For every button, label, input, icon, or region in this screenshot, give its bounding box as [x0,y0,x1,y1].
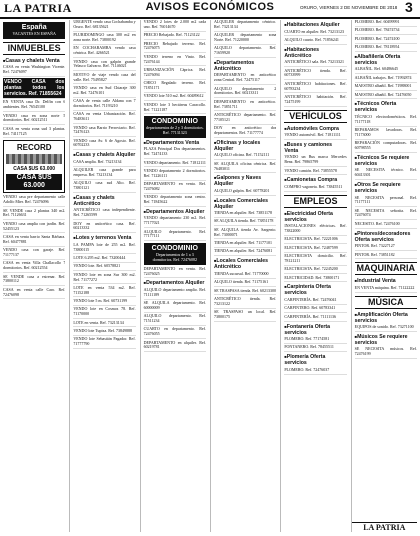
category-heading: ■ Departamentos Alquiler [144,280,206,286]
category-heading: ■ Camionetas Compra [284,177,346,183]
ad-entry: ALBAÑIL trabajos. Ref. 71992874 [355,76,417,83]
promo-subtitle: Departamentos de 1 a 3 dormitorios. Ref. 72476082 [152,252,198,263]
ad-entry: SE VENDE casa a estrenar. Ref. 73800112 [3,275,65,287]
ad-entry: ALQUILO departamento. Ref. 77177111 [144,230,206,242]
brand-logo: LA PATRIA [4,1,72,15]
ad-entry: ANTICRÉTICO tienda. Ref. 60733999 [284,69,346,81]
ad-entry: CHICO Regalado terreno. Ref. 71851171 [144,81,206,93]
ad-entry: VENDO departamento. Ref. 71812111 [144,161,206,168]
ad-entry: ALQUILO departamento amplio. Ref. 71111189 [144,288,206,300]
ad-entry: REPARAMOS lavadoras. Ref. 71173000 [355,128,417,140]
promo-box-espana [3,22,65,39]
promo-title: España [21,24,47,31]
ad-entry: ALQUILO departamento. Ref. 71659920 [214,46,276,58]
ad-entry: PLAZA Principal Dos departamentos. Ref. 72474133 [144,147,206,159]
ad-entry: CASA en venta Urbanización. Ref. 76483611 [73,112,135,124]
ad-entry: CUARTO en alquiler. Ref. 73213123 [284,30,346,37]
category-heading: ■ Locales Comerciales Anticrético [214,258,276,270]
ad-entry: URGENTE vendo casa Cochabamba y Oruro. Ref. 68135621 [73,20,135,32]
promo-record [3,140,65,193]
category-heading: ■ Fontanería Oferta servicios [284,324,346,336]
promo-subtitle: VACANTES EN ESPAÑA [12,31,56,36]
ad-entry: VENDO departamento 2 dormitorios. Ref. 71226111 [144,169,206,181]
ad-entry: ANTICRÉTICO sala. Ref. 73213321 [284,60,346,67]
category-heading: ■ Buses y camiones Venta [284,142,346,154]
ad-entry: EQUIPOS de sonido. Ref. 73271100 [355,325,417,332]
promo-record-price-banner: CASA $US 63.000 [6,174,62,190]
ad-entry: SE ALQUILA tienda. Ref. 73851178 [214,219,276,226]
ad-entry: VENDO casa con galpón grande Velasco Galvarro. Ref. 71146021 [73,60,135,72]
ad-entry: VENDO casa en zona norte 5 dormitorios. Ref. 60212511 [3,114,65,126]
category-heading: ■ Departamentos Venta [144,140,206,146]
ad-entry: DEPARTAMENTO en alquiler. Ref. 60219781 [144,341,206,353]
promo-record-price: CASA $US 63.000 [13,166,56,173]
ad-entry: ALQUILO oficina. Ref. 71152111 [214,153,276,160]
ad-entry: PINTOR. Ref. 73227127 [355,244,417,251]
section-vehiculos: VEHÍCULOS [284,110,346,123]
ad-entry: TIENDA en alquiler. Ref. 73851178 [214,211,276,218]
ad-entry: SE NECESITA señorita. Ref. 72476074 [355,209,417,221]
ad-entry: SE ALQUILA oficina céntrica. Ref. 76483011 [214,162,276,174]
promo-box-condominio [144,116,206,138]
ad-entry: CASA en venta Washington Vicente. Ref. 72476097 [3,65,65,77]
ad-entry: VENDO un Bus marca Mercedes Benz. Ref. 79865799 [284,155,346,167]
ad-entry: VENDO departamento 230 m2. Ref. 77177021 [144,216,206,228]
ad-entry: DEPARTAMENTO en venta. Ref. 72476025 [144,267,206,279]
section-musica: MÚSICA [355,296,417,309]
ad-entry: VENDO lote 510 m2. Ref. 60489612 [144,94,206,101]
section-title: AVISOS ECONÓMICOS [145,1,275,13]
ad-entry: VENDO camión. Ref. 73855578 [284,169,346,176]
ad-entry: VENDO casa en Sud Chiaraje 300 m2. Ref. 72476101 [73,86,135,98]
ad-entry: EN VENTA casa Dr. Delfín con 6 ambientes. Ref. 76545100 [3,100,65,112]
ad-entry: PLOMERO. Ref. 78118954 [355,45,417,52]
ad-entry: REPARACIÓN computadoras. Ref. 60798555 [355,141,417,153]
category-heading: ■ Casas y chalets Anticrético [73,195,135,207]
house-photo-icon [6,154,62,164]
category-heading: ■ Otros Se requiere servicios [355,182,417,194]
ad-entry: CASA en venta calle Caro. Ref. 72476098 [3,288,65,300]
ad-entry: ELECTRICIDAD. Ref. 73800171 [284,276,346,283]
classifieds-columns [3,20,417,532]
ad-entry: VENDO casa Barrio Ferroviario. Ref. 72476123 [73,126,135,138]
ad-entry: VENDO lote en Cosmos 78. Ref. 71170000 [73,307,135,319]
category-heading: ■ Pintores/decoradores Oferta servicios [355,231,417,243]
ad-entry: LOTE en venta 534 m2. Ref. 71152188 [73,286,135,298]
ad-entry: DEPARTAMENTO en anticrético. Ref. 73851711 [214,100,276,112]
ad-entry: VENDO casa Av. 6 de Agosto. Ref. 60702233 [73,139,135,151]
category-heading: ■ Plomería Oferta servicios [284,354,346,366]
category-heading: ■ Casas y chalets Venta [3,58,65,64]
ad-entry: VENDO terreno en Vinto. Ref. 72476144 [144,55,206,67]
ad-entry: PLOMERO. Ref. 72474100 [355,37,417,44]
ad-entry: DEPARTAMENTO en venta. Ref. 72476082 [144,182,206,194]
ad-entry: ANTICRÉTICO casa independiente. Ref. 71265599 [73,208,135,220]
column-2 [69,20,135,532]
ad-entry: CASA en venta barrio Santa Bárbara. Ref. 60477881 [3,235,65,247]
column-6 [351,20,417,532]
ad-entry: CUARTO en departamento. Ref. 72476055 [144,327,206,339]
category-heading: ■ Oficinas y locales Alquiler [214,140,276,152]
page-header [0,0,420,19]
ad-entry: VENDO lote en zona Sur 300 m2. Ref. 71177272 [73,273,135,285]
category-heading: ■ Músicos Se requiere servicios [355,334,417,346]
ad-entry: MOTIVO de viaje vendo casa del valle. Ref. 75495827 [73,73,135,85]
category-heading: ■ Habitaciones Anticrético [284,47,346,59]
ad-entry: ALQUILO cuarto. Ref. 71856241 [284,38,346,45]
ad-entry: ELECTRICISTA. Ref. 72487599 [284,246,346,253]
ad-entry: SE ALQUILA tienda Av. Sargento. Ref. 73000071 [214,228,276,240]
column-3 [140,20,206,532]
ad-entry: CARPINTERÍA. Ref. 71111136 [284,315,346,322]
ad-entry: TIENDA en alquiler. Ref. 71177101 [214,241,276,248]
ad-entry: ANTICRÉTICO departamento. Ref. 77105121 [214,113,276,125]
ad-entry: DEPARTAMENTO en anticrético zona Central. Ref. 72475117 [214,73,276,85]
ad-entry: SE NECESITA músicos. Ref. 72476199 [355,347,417,359]
category-heading: ■ Técnicos Se requiere servicios [355,155,417,167]
category-heading: ■ Casas y chalets Alquiler [73,152,135,158]
ad-entry: COMPRO vagoneta. Ref. 73845511 [284,185,346,192]
ad-entry: ELECTRICISTA domicilio. Ref. 78121211 [284,254,346,266]
promo-title: CONDOMINIO [151,118,198,126]
publication-date: ORURO, VIERNES 2 DE NOVIEMBRE DE 2018 [300,5,398,10]
ad-entry: CASA amplia. Ref. 73213134 [73,160,135,167]
ad-entry: CASA de venta calle Aldana con 7 dormitorios. Ref. 71193210 [73,99,135,111]
category-heading: ■ Habitaciones Alquiler [284,22,346,28]
ad-entry: ALQUILO tienda. Ref. 71175161 [214,280,276,287]
ad-entry: PRECIO Rebajado. Ref. 71123122 [144,33,206,40]
category-heading: ■ Departamentos Alquiler [144,209,206,215]
ad-entry: ELECTRICISTA. Ref. 72245200 [284,267,346,274]
ad-entry: PINTOR. Ref. 73851182 [355,253,417,260]
ad-entry: TIENDA en alquiler. Ref. 72476081 [214,249,276,256]
ad-entry: SE TRASPASO un local. Ref. 73800175 [214,310,276,322]
ad-entry: ALQUILER departamento zona Norte. Ref. 71220000 [214,33,276,45]
ad-entry: CARPINTERO. Ref. 60783341 [284,306,346,313]
category-heading: ■ Lotes y terrenos Venta [73,235,135,241]
ad-entry: ELECTRICISTA. Ref. 72221006 [284,237,346,244]
promo-record-title: RECORD [16,143,52,153]
ad-entry: VENDO 2 lotes de 2.000 m2 cada uno. Ref. 76014670 [144,20,206,32]
category-heading: ■ Galpones y Naves Alquiler [214,175,276,187]
category-heading: ■ Industrial Venta [355,278,417,284]
ad-entry-highlight: VENDO CASA dos plantas todos los servicios. Ref. 71855624 [4,79,65,98]
page-number: 3 [405,0,413,15]
ad-entry: VENDO lote Sebastián Pagador. Ref. 71777790 [73,337,135,349]
category-heading: ■ Locales Comerciales Alquiler [214,198,276,210]
ad-entry: VENDO departamento zona centro. Ref. 71845622 [144,195,206,207]
ad-entry: MAESTRO albañil. Ref. 71988001 [355,84,417,91]
ad-entry: PLOMERO. Ref. 78474734 [355,28,417,35]
ad-entry: VENDO lote 3 hectáreas Caracollo. Ref. 71221187 [144,103,206,115]
ad-entry: LOTE en venta. Ref. 73213134 [73,321,135,328]
category-heading: ■ Albañilería Oferta servicios [355,54,417,66]
ad-entry: URBANIZACIÓN Cáprica. Ref. 72476094 [144,68,206,80]
column-5 [280,20,346,532]
ad-entry: ALQUILO galpón. Ref. 60778201 [214,189,276,196]
ad-entry: TIENDA sucursal. Ref. 71770000 [214,272,276,279]
ad-entry: EN COCHABAMBA vendo casa céntrica. Ref. 4266521 [73,46,135,58]
section-empleos: EMPLEOS [284,195,346,208]
ad-entry: VENDO casa amplia con jardín. Ref. 52455123 [3,222,65,234]
ad-entry: FONTANERO. Ref. 78455511 [284,345,346,352]
ad-entry: VENDO lote. Ref. 60578821 [73,264,135,271]
ad-entry: ALQUILO departamento 2 dormitorios. Ref. 60213311 [214,87,276,99]
ad-entry: CARPINTERÍA. Ref. 72476041 [284,298,346,305]
ad-entry: VENDO lote Tupiza. Ref. 73849888 [73,329,135,336]
ad-entry: DOY en anticrético casa. Ref. 60213332 [73,222,135,234]
promo-title: CONDOMINIO [151,245,198,253]
ad-entry: ANTICRÉTICO habitación. Ref. 72475199 [284,95,346,107]
ad-entry: MAESTRO albañil. Ref. 72476050 [355,93,417,100]
ad-entry: ALBAÑIL. Ref. 60486645 [355,67,417,74]
ad-entry: VENDO casa con garaje. Ref. 71177137 [3,248,65,260]
ad-entry: ANTICRÉTICO habitaciones. Ref. 60783234 [284,82,346,94]
promo-box-condominio-2 [144,243,206,265]
ad-entry: ALQUILO casa sud Alto. Ref. 73801121 [73,181,135,193]
ad-entry: VENDO lote 5 m. Ref. 60731199 [73,299,135,306]
ad-entry: VENDO casa pre departamento calle Adolfo Mier. Ref. 72476096 [3,195,65,207]
ad-entry: INSTALACIONES eléctricas. Ref. 73822000 [284,224,346,236]
ad-entry: PLOMERO. Ref. 60499991 [355,20,417,27]
category-heading: ■ Electricidad Oferta servicios [284,211,346,223]
ad-entry: PRECIO Rebajado terreno. Ref. 72476075 [144,42,206,54]
category-heading: ■ Amplificación Oferta servicios [355,312,417,324]
category-heading: ■ Técnicos Oferta servicios [355,101,417,113]
column-4 [210,20,276,532]
ad-entry: EN VENTA máquina. Ref. 71122222 [355,286,417,293]
ad-entry: PLURIDOMINGO casa 300 m2 en zona norte. Ref. 73800192 [73,33,135,45]
footer-brand-logo: LA PATRIA [352,522,417,532]
ad-entry: ANTICRÉTICO tienda. Ref. 73213122 [214,297,276,309]
ad-entry: ALQUILO departamento. Ref. 71511234 [144,314,206,326]
column-1 [3,20,65,532]
ad-entry: SE NECESITA técnico. Ref. 60413301 [355,168,417,180]
section-maquinaria: MAQUINARIA [356,263,416,274]
ad-entry: ALQUILER departamento céntrico. Ref. 73213134 [214,20,276,32]
ad-entry: DOY en anticrético dos departamentos. Ref. 71177774 [214,126,276,138]
ad-entry: LOTE 6.295 m2. Ref. 73200444 [73,256,135,263]
ad-entry: LA PAMPA lote de 255 m2. Ref. 73800115 [73,243,135,255]
category-heading: ■ Automóviles Compra [284,126,346,132]
ad-entry: SE TRASPASA tienda. Ref. 60213300 [214,289,276,296]
ad-entry: CASA en venta Villa Challacollo 7 dormitorios. Ref. 60212554 [3,261,65,273]
ad-entry: SE NECESITA personal. Ref. 71177111 [355,196,417,208]
category-heading: ■ Departamentos Anticrético [214,60,276,72]
category-heading: ■ Carpintería Oferta servicios [284,284,346,296]
ad-entry: SE VENDE casa 2 plantas 340 m2. Ref. 71126631 [3,209,65,221]
promo-subtitle: departamentos de 2 y 3 dormitorios. Ref. 77131323 [145,125,204,136]
ad-entry: SE ALQUILA departamento. Ref. 60000009 [144,301,206,313]
section-inmuebles: INMUEBLES [3,42,65,55]
ad-entry: ALQUILER casa grande para empresa. Ref. 73213134 [73,168,135,180]
ad-entry: PLOMERO. Ref. 77174581 [284,337,346,344]
ad-entry: VENDO automóvil. Ref. 71811111 [284,133,346,140]
ad-entry: TÉCNICO electrodomésticos. Ref. 71177118 [355,115,417,127]
ad-entry: CASA en venta zona sud 3 plantas. Ref. 74117125 [3,127,65,139]
ad-entry: NECESITO. Ref. 72476100 [355,222,417,229]
ad-entry: PLOMERO. Ref. 72476037 [284,368,346,375]
